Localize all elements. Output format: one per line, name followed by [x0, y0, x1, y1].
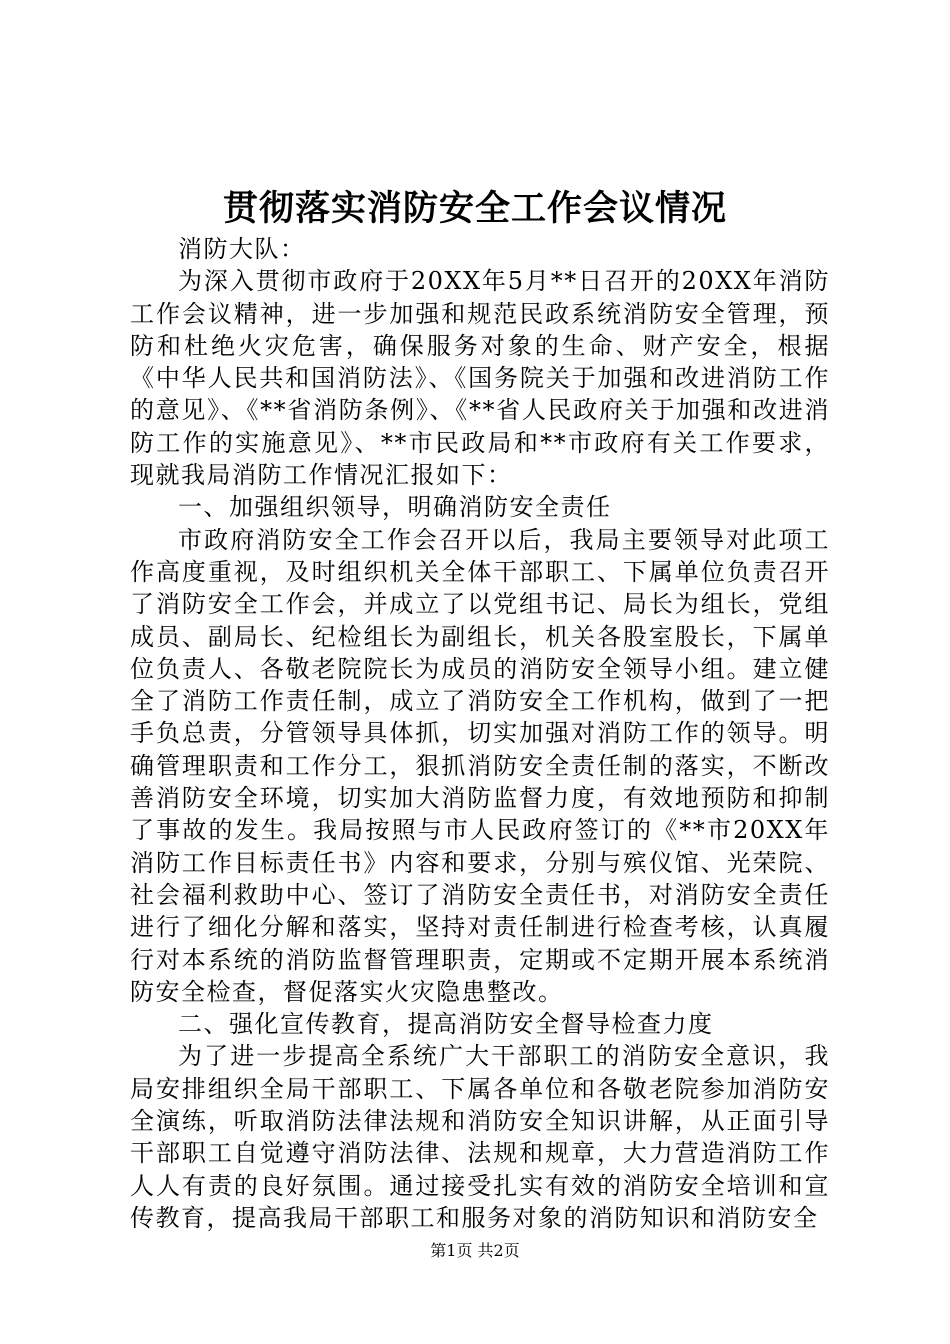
section-heading-2: 二、强化宣传教育，提高消防安全督导检查力度 [178, 1010, 714, 1039]
section-paragraph-2: 为了进一步提高全系统广大干部职工的消防安全意识，我局安排组织全局干部职工、下属各单位和各敬老院参加消防安全演练，听取消防法律法规和消防安全知识讲解，从正面引导干部职工自觉遵守消防法律、法规和规章，大力营造消防工作人人有责的良好氛围。通过接受扎实有效的消防安全培训和宣传教育，提高我局干部职工和服务对象的消防知识和消防安全 [130, 1042, 830, 1232]
section-paragraph-1: 市政府消防安全工作会召开以后，我局主要领导对此项工作高度重视，及时组织机关全体干部职工、下属单位负责召开了消防安全工作会，并成立了以党组书记、局长为组长，党组成员、副局长、纪检组长为副组长，机关各股室股长，下属单位负责人、各敬老院院长为成员的消防安全领导小组。建立健全了消防工作责任制，成立了消防安全工作机构，做到了一把手负总责，分管领导具体抓，切实加强对消防工作的领导。明确管理职责和工作分工，狠抓消防安全责任制的落实，不断改善消防安全环境，切实加大消防监督力度，有效地预防和抑制了事故的发生。我局按照与市人民政府签订的《**市20XX年消防工作目标责任书》内容和要求，分别与殡仪馆、光荣院、社会福利救助中心、签订了消防安全责任书，对消防安全责任进行了细化分解和落实，坚持对责任制进行检查考核，认真履行对本系统的消防监督管理职责，定期或不定期开展本系统消防安全检查，督促落实火灾隐患整改。 [130, 525, 830, 1006]
document-title: 贯彻落实消防安全工作会议情况 [222, 188, 727, 229]
page-footer: 第1页 共2页 [430, 1241, 520, 1260]
intro-paragraph: 为深入贯彻市政府于20XX年5月**日召开的20XX年消防工作会议精神，进一步加强和规范民政系统消防安全管理，预防和杜绝火灾危害，确保服务对象的生命、财产安全，根据《中华人民共和国消防法》、《国务院关于加强和改进消防工作的意见》、《**省消防条例》、《**省人民政府关于加强和改进消防工作的实施意见》、**市民政局和**市政府有关工作要求，现就我局消防工作情况汇报如下： [130, 267, 830, 490]
section-heading-1: 一、加强组织领导，明确消防安全责任 [178, 493, 612, 522]
document-body [130, 233, 830, 1234]
salutation: 消防大队： [178, 235, 306, 263]
